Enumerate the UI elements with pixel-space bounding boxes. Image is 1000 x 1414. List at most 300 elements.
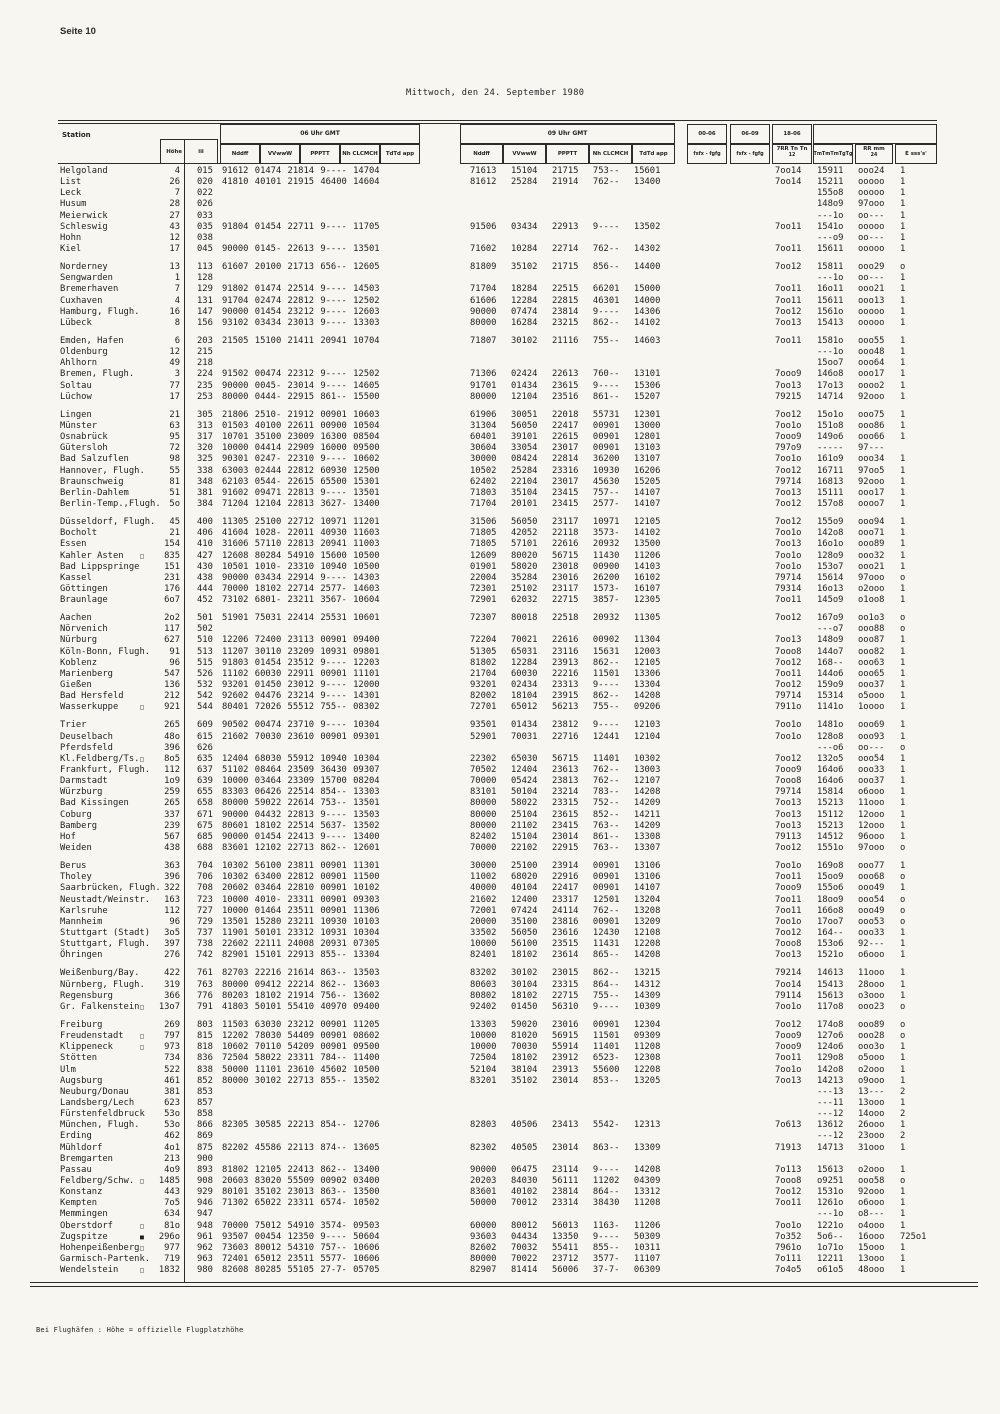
col-e-sss-value: 1 xyxy=(900,720,906,731)
col-rr-24h-value: ooo21 xyxy=(858,561,885,572)
table-row xyxy=(58,551,978,562)
station-height: 461 xyxy=(164,1075,180,1086)
col-rr-24h-value: 15ooo xyxy=(858,1242,885,1253)
col-header-ppptt-09: PPPTT xyxy=(557,151,578,157)
col-7rr-tntn-value: 7oo14 xyxy=(775,979,802,990)
station-name: Fürstenfeldbruck xyxy=(60,1109,145,1120)
col-e-sss-value: 1 xyxy=(900,517,906,528)
station-height: 322 xyxy=(164,883,180,894)
col-e-sss-value: 1 xyxy=(900,432,906,443)
col-e-sss-value: 1 xyxy=(900,539,906,550)
col-tmtmtg-value: ---12 xyxy=(817,1109,844,1120)
col-header-vvwww-06: VVwwW xyxy=(267,151,293,157)
col-tmtmtg-value: 1221o xyxy=(817,1220,844,1231)
col-e-sss-value: 1 xyxy=(900,1242,906,1253)
col-7rr-tntn-value: 7oo14 xyxy=(775,177,802,188)
col-tmtmtg-value: 117o8 xyxy=(817,1001,844,1012)
obs-06-gmt: 20603 83020 55509 00902 03400 xyxy=(222,1175,380,1186)
station-index-iii: 685 xyxy=(197,831,213,842)
col-tmtmtg-value: 153o7 xyxy=(817,561,844,572)
col-7rr-tntn-value: 7oo12 xyxy=(775,753,802,764)
col-tmtmtg-value: 15413 xyxy=(817,979,844,990)
station-index-iii: 635 xyxy=(197,753,213,764)
station-index-iii: 929 xyxy=(197,1187,213,1198)
col-tmtmtg-value: 1521o xyxy=(817,950,844,961)
table-row xyxy=(58,1165,978,1176)
table-bottom-rule xyxy=(30,1282,978,1283)
obs-09-gmt: 72307 80018 22518 20932 11305 xyxy=(470,613,661,624)
col-tmtmtg-value: 15413 xyxy=(817,317,844,328)
obs-09-gmt: 81809 35102 21715 856-- 14400 xyxy=(470,262,661,273)
col-e-sss-value: 1 xyxy=(900,550,906,561)
obs-09-gmt: 31506 56050 23117 10971 12105 xyxy=(470,517,661,528)
col-7rr-tntn-value: 79714 xyxy=(775,787,802,798)
station-height: 154 xyxy=(164,539,180,550)
col-e-sss-value: 1 xyxy=(900,232,906,243)
col-e-sss-value: 1 xyxy=(900,273,906,284)
col-tmtmtg-value: o61o5 xyxy=(817,1265,844,1276)
station-name: Essen xyxy=(60,539,87,550)
obs-09-gmt: 93201 02434 23313 9---- 13304 xyxy=(470,680,661,691)
col-rr-24h-value: 13ooo xyxy=(858,1253,885,1264)
col-tmtmtg-value: 132o5 xyxy=(817,753,844,764)
obs-06-gmt: 92602 04476 23214 9---- 14301 xyxy=(222,691,380,702)
col-tmtmtg-value: 129o8 xyxy=(817,1053,844,1064)
station-name: Freudenstadt xyxy=(60,1031,124,1042)
station-name: Coburg xyxy=(60,809,92,820)
station-index-iii: 946 xyxy=(197,1198,213,1209)
station-name: Stötten xyxy=(60,1053,98,1064)
station-height: 6o7 xyxy=(164,595,180,606)
station-height: 51 xyxy=(169,487,180,498)
station-height: 4o1 xyxy=(164,1142,180,1153)
station-height: 7o5 xyxy=(164,1198,180,1209)
station-name: Osnabrück xyxy=(60,432,108,443)
col-rr-24h-value: ooo63 xyxy=(858,657,885,668)
table-row xyxy=(58,872,978,883)
station-height: 8o5 xyxy=(164,753,180,764)
col-tmtmtg-value: 128o9 xyxy=(817,550,844,561)
table-row xyxy=(58,528,978,539)
station-index-iii: 836 xyxy=(197,1053,213,1064)
obs-09-gmt: 01901 58020 23018 00900 14103 xyxy=(470,561,661,572)
col-tmtmtg-value: 174o8 xyxy=(817,1019,844,1030)
col-e-sss-value: o xyxy=(900,1019,906,1030)
col-e-sss-value: 1 xyxy=(900,657,906,668)
col-tmtmtg-value: ---1o xyxy=(817,347,844,358)
station-index-iii: 776 xyxy=(197,990,213,1001)
station-index-iii: 452 xyxy=(197,595,213,606)
col-tmtmtg-value: 144o7 xyxy=(817,646,844,657)
col-rr-24h-value: o2ooo xyxy=(858,1064,885,1075)
station-height: 422 xyxy=(164,968,180,979)
col-e-sss-value: 1 xyxy=(900,702,906,713)
obs-06-gmt: 71204 12104 22813 3627- 13400 xyxy=(222,498,380,509)
obs-06-gmt: 72504 58022 23311 784-- 11400 xyxy=(222,1053,380,1064)
col-tmtmtg-value: 15oo9 xyxy=(817,872,844,883)
station-name: Hohn xyxy=(60,232,82,243)
obs-09-gmt: 52901 70031 22716 12441 12104 xyxy=(470,731,661,742)
obs-09-gmt: 82401 18102 23614 865-- 14208 xyxy=(470,950,661,961)
col-e-sss-value: o xyxy=(900,624,906,635)
col-tmtmtg-value: 15213 xyxy=(817,820,844,831)
station-index-iii: 708 xyxy=(197,883,213,894)
col-tmtmtg-value: 1581o xyxy=(817,335,844,346)
col-7rr-tntn-value: 7oo11 xyxy=(775,1053,802,1064)
table-row xyxy=(58,732,978,743)
col-7rr-tntn-value: 7oo13 xyxy=(775,820,802,831)
col-rr-24h-value: ooo48 xyxy=(858,347,885,358)
col-tmtmtg-value: ---13 xyxy=(817,1086,844,1097)
station-name: Marienberg xyxy=(60,668,113,679)
obs-09-gmt: 52104 38104 23913 55600 12208 xyxy=(470,1064,661,1075)
col-e-sss-value: 1 xyxy=(900,883,906,894)
col-7rr-tntn-value: 7oo12 xyxy=(775,657,802,668)
station-name: Gütersloh xyxy=(60,443,108,454)
station-height: 21 xyxy=(169,528,180,539)
col-header-station: Station xyxy=(62,131,91,139)
obs-09-gmt: 83202 30102 23015 862-- 13215 xyxy=(470,968,661,979)
station-name: Freiburg xyxy=(60,1019,103,1030)
station-height: 96 xyxy=(169,657,180,668)
group-header-00-06: 00-06 xyxy=(698,131,716,137)
col-e-sss-value: 1 xyxy=(900,1053,906,1064)
col-rr-24h-value: ooo64 xyxy=(858,358,885,369)
obs-06-gmt: 21602 70030 23610 00901 09301 xyxy=(222,731,380,742)
obs-09-gmt: 92402 01450 56310 9---- 10309 xyxy=(470,1001,661,1012)
col-tmtmtg-value: 15613 xyxy=(817,1164,844,1175)
station-index-iii: 803 xyxy=(197,1019,213,1030)
station-name: Berus xyxy=(60,861,87,872)
station-height: 13 xyxy=(169,262,180,273)
col-rr-24h-value: o1oo8 xyxy=(858,595,885,606)
station-name: Kassel xyxy=(60,572,92,583)
obs-06-gmt: 80401 72026 55512 755-- 08302 xyxy=(222,702,380,713)
table-row xyxy=(58,1053,978,1064)
col-rr-24h-value: ooo49 xyxy=(858,905,885,916)
col-7rr-tntn-value: 7oo13 xyxy=(775,487,802,498)
col-rr-24h-value: 13ooo xyxy=(858,1097,885,1108)
col-rr-24h-value: ooo33 xyxy=(858,928,885,938)
col-tmtmtg-value: 14512 xyxy=(817,831,844,842)
col-e-sss-value: 1 xyxy=(900,166,906,176)
col-e-sss-value: 1 xyxy=(900,391,906,402)
obs-06-gmt: 93201 01450 23012 9---- 12000 xyxy=(222,680,380,691)
obs-09-gmt: 83601 40102 23814 864-- 13312 xyxy=(470,1187,661,1198)
col-e-sss-value: 1 xyxy=(900,284,906,295)
obs-06-gmt: 91802 01474 22514 9---- 14503 xyxy=(222,284,380,295)
col-7rr-tntn-value: 7oo1o xyxy=(775,1064,802,1075)
obs-09-gmt: 82602 70032 55411 855-- 10311 xyxy=(470,1242,661,1253)
col-7rr-tntn-value: 79215 xyxy=(775,391,802,402)
col-rr-24h-value: ooo53 xyxy=(858,916,885,927)
table-row xyxy=(58,776,978,787)
station-height: 98 xyxy=(169,454,180,465)
table-row xyxy=(58,1076,978,1087)
obs-09-gmt: 61606 12284 22815 46301 14000 xyxy=(470,295,661,306)
obs-06-gmt: 72401 65012 23511 5577- 10606 xyxy=(222,1253,380,1264)
station-index-iii: 857 xyxy=(197,1097,213,1108)
station-height: 28 xyxy=(169,199,180,210)
table-row xyxy=(58,906,978,917)
obs-09-gmt: 80000 58022 23315 752-- 14209 xyxy=(470,798,661,809)
obs-06-gmt: 41803 50101 55410 40970 09400 xyxy=(222,1001,380,1012)
col-rr-24h-value: ooooo xyxy=(858,306,885,317)
obs-06-gmt: 20602 03464 22810 00901 10102 xyxy=(222,883,380,894)
col-rr-24h-value: o9ooo xyxy=(858,1075,885,1086)
col-rr-24h-value: oo1o3 xyxy=(858,613,885,624)
obs-06-gmt: 11503 63030 23212 00901 11205 xyxy=(222,1019,380,1030)
obs-06-gmt: 61607 20100 21713 656-- 12605 xyxy=(222,262,380,273)
open-square-icon: □ xyxy=(140,1266,144,1275)
obs-09-gmt: 10000 56100 23515 11431 12208 xyxy=(470,939,661,950)
col-7rr-tntn-value: 7911o xyxy=(775,702,802,713)
col-rr-24h-value: 97ooo xyxy=(858,199,885,210)
station-name: List xyxy=(60,177,82,188)
station-name: Bocholt xyxy=(60,528,98,539)
table-row xyxy=(58,392,978,403)
col-tmtmtg-value: 18oo9 xyxy=(817,894,844,905)
col-e-sss-value: 1 xyxy=(900,358,906,369)
obs-06-gmt: 91602 09471 22813 9---- 13501 xyxy=(222,487,380,498)
col-7rr-tntn-value: 7ooo9 xyxy=(775,1031,802,1042)
col-tmtmtg-value: 15o1o xyxy=(817,409,844,420)
table-row xyxy=(58,488,978,499)
station-height: 55 xyxy=(169,465,180,476)
station-name: Bremgarten xyxy=(60,1153,113,1164)
col-e-sss-value: 1 xyxy=(900,950,906,961)
station-index-iii: 542 xyxy=(197,691,213,702)
obs-09-gmt: 80000 16284 23215 862-- 14102 xyxy=(470,317,661,328)
col-e-sss-value: 2 xyxy=(900,1131,906,1142)
group-gap xyxy=(58,255,978,262)
table-row xyxy=(58,1154,978,1165)
col-tmtmtg-value: 16o1o xyxy=(817,539,844,550)
col-rr-24h-value: ooo69 xyxy=(858,720,885,731)
obs-06-gmt: 11102 60030 22911 00901 11101 xyxy=(222,668,380,679)
col-rr-24h-value: 12ooo xyxy=(858,809,885,820)
station-name: Wasserkuppe xyxy=(60,702,119,713)
col-tmtmtg-value: 168-- xyxy=(817,657,844,668)
obs-09-gmt: 71807 30102 21116 755-- 14603 xyxy=(470,335,661,346)
group-gap xyxy=(58,606,978,613)
table-row xyxy=(58,702,978,713)
table-row xyxy=(58,296,978,307)
table-row xyxy=(58,347,978,358)
table-row xyxy=(58,358,978,369)
station-index-iii: 131 xyxy=(197,295,213,306)
col-rr-24h-value: ooo33 xyxy=(858,765,885,776)
station-name: Weiden xyxy=(60,843,92,854)
station-height: 53o xyxy=(164,1109,180,1120)
table-row xyxy=(58,798,978,809)
station-index-iii: 761 xyxy=(197,968,213,979)
col-rr-24h-value: ooo66 xyxy=(858,432,885,443)
col-7rr-tntn-value: 7oo1o xyxy=(775,550,802,561)
col-tmtmtg-value: 17o13 xyxy=(817,380,844,391)
station-height: 627 xyxy=(164,635,180,646)
col-e-sss-value: 1 xyxy=(900,635,906,646)
col-header-nddff-09: Nddff xyxy=(473,151,490,157)
obs-09-gmt: 83201 35102 23014 853-- 13205 xyxy=(470,1075,661,1086)
col-e-sss-value: 1 xyxy=(900,1075,906,1086)
obs-06-gmt: 82608 80285 55105 27-7- 05705 xyxy=(222,1265,380,1276)
col-e-sss-value: 1 xyxy=(900,595,906,606)
station-index-iii: 866 xyxy=(197,1120,213,1131)
station-index-iii: 852 xyxy=(197,1075,213,1086)
col-tmtmtg-value: 15613 xyxy=(817,990,844,1001)
col-7rr-tntn-value: 7ooo9 xyxy=(775,432,802,443)
col-rr-24h-value: 92ooo xyxy=(858,391,885,402)
obs-09-gmt: 71613 15104 21715 753-- 15601 xyxy=(470,166,661,176)
col-e-sss-value: 1 xyxy=(900,1120,906,1131)
col-tmtmtg-value: 144o6 xyxy=(817,668,844,679)
table-row xyxy=(58,843,978,854)
col-rr-24h-value: 1oooo xyxy=(858,702,885,713)
obs-06-gmt: 90000 03434 22914 9---- 14303 xyxy=(222,572,380,583)
table-row xyxy=(58,754,978,765)
table-row xyxy=(58,499,978,510)
obs-06-gmt: 73102 6801- 23211 3567- 10604 xyxy=(222,595,380,606)
col-tmtmtg-value: 1551o xyxy=(817,843,844,854)
col-e-sss-value: 1 xyxy=(900,1142,906,1153)
group-header-09-uhr-gmt: 09 Uhr GMT xyxy=(547,130,588,137)
station-height: 77 xyxy=(169,380,180,391)
station-index-iii: 215 xyxy=(197,347,213,358)
col-7rr-tntn-value: 7oo12 xyxy=(775,465,802,476)
col-rr-24h-value: o3ooo xyxy=(858,990,885,1001)
open-square-icon: □ xyxy=(140,1243,144,1252)
station-height: 12 xyxy=(169,232,180,243)
station-height: 163 xyxy=(164,894,180,905)
station-name: Mühldorf xyxy=(60,1142,103,1153)
col-7rr-tntn-value: 7oo1o xyxy=(775,561,802,572)
station-name: Braunlage xyxy=(60,595,108,606)
station-index-iii: 791 xyxy=(197,1001,213,1012)
station-name: Bremerhaven xyxy=(60,284,119,295)
obs-06-gmt: 11207 30110 23209 10931 09801 xyxy=(222,646,380,657)
col-header-tmtmtg: TmTmTmTgTg xyxy=(813,151,853,157)
table-row xyxy=(58,669,978,680)
col-header-7rr-tntn xyxy=(772,144,812,159)
station-index-iii: 609 xyxy=(197,720,213,731)
station-name: Cuxhaven xyxy=(60,295,103,306)
table-row xyxy=(58,562,978,573)
col-tmtmtg-value: 1261o xyxy=(817,1198,844,1209)
col-e-sss-value: 1 xyxy=(900,306,906,317)
obs-09-gmt: 80000 70022 23712 3577- 11107 xyxy=(470,1253,661,1264)
station-height: 381 xyxy=(164,1086,180,1097)
col-rr-24h-value: ooo82 xyxy=(858,646,885,657)
station-name: Göttingen xyxy=(60,583,108,594)
table-row xyxy=(58,861,978,872)
station-index-iii: 313 xyxy=(197,420,213,431)
table-row xyxy=(58,211,978,222)
station-index-iii: 147 xyxy=(197,306,213,317)
station-index-iii: 526 xyxy=(197,668,213,679)
station-height: 112 xyxy=(164,765,180,776)
station-name: Gießen xyxy=(60,680,92,691)
col-header-tdtd-09: TdTd app xyxy=(639,151,668,157)
group-header-06-uhr-gmt: 06 Uhr GMT xyxy=(300,130,340,137)
col-e-sss-value: 1 xyxy=(900,1209,906,1220)
col-e-sss-value: 1 xyxy=(900,454,906,465)
station-index-iii: 128 xyxy=(197,273,213,284)
col-tmtmtg-value: 1141o xyxy=(817,702,844,713)
col-tmtmtg-value: ---o7 xyxy=(817,624,844,635)
obs-06-gmt: 31606 57110 22813 20941 11003 xyxy=(222,539,380,550)
station-name: Meierwick xyxy=(60,210,108,221)
station-height: 136 xyxy=(164,680,180,691)
obs-09-gmt: 71704 18284 22515 66201 15000 xyxy=(470,284,661,295)
open-square-icon: □ xyxy=(140,754,144,763)
obs-09-gmt: 61906 30051 22018 55731 12301 xyxy=(470,409,661,420)
col-7rr-tntn-value: 7oo12 xyxy=(775,1187,802,1198)
col-tmtmtg-value: 14713 xyxy=(817,1142,844,1153)
station-name: Emden, Hafen xyxy=(60,335,124,346)
table-row xyxy=(58,244,978,255)
col-e-sss-value: 1 xyxy=(900,347,906,358)
obs-09-gmt: 72701 65012 56213 755-- 09206 xyxy=(470,702,661,713)
station-index-iii: 406 xyxy=(197,528,213,539)
table-row xyxy=(58,1243,978,1254)
station-index-iii: 338 xyxy=(197,465,213,476)
col-tmtmtg-value: 155o6 xyxy=(817,883,844,894)
station-height: 5o xyxy=(169,498,180,509)
col-header-tdtd-06: TdTd app xyxy=(385,151,415,157)
col-e-sss-value: o xyxy=(900,1175,906,1186)
station-height: 797 xyxy=(164,1031,180,1042)
obs-06-gmt: 80000 0444- 22915 861-- 15500 xyxy=(222,391,380,402)
col-e-sss-value: 1 xyxy=(900,369,906,380)
station-index-iii: 022 xyxy=(197,188,213,199)
col-e-sss-value: o xyxy=(900,572,906,583)
obs-09-gmt: 72204 70021 22616 00902 11304 xyxy=(470,635,661,646)
col-rr-24h-value: 92--- xyxy=(858,939,885,950)
col-rr-24h-value: oo--- xyxy=(858,742,885,753)
col-rr-24h-value: ooo77 xyxy=(858,861,885,872)
col-7rr-tntn-value: 7o111 xyxy=(775,1253,802,1264)
col-rr-24h-value: oo--- xyxy=(858,232,885,243)
group-gap xyxy=(58,854,978,861)
col-7rr-tntn-value: 7961o xyxy=(775,1242,802,1253)
table-row xyxy=(58,584,978,595)
station-height: 81o xyxy=(164,1220,180,1231)
station-index-iii: 384 xyxy=(197,498,213,509)
obs-06-gmt: 10701 35100 23009 16300 08504 xyxy=(222,432,380,443)
col-e-sss-value: 1 xyxy=(900,753,906,764)
station-name: Erding xyxy=(60,1131,92,1142)
col-7rr-tntn-value: 7oo13 xyxy=(775,317,802,328)
station-height: 63 xyxy=(169,420,180,431)
station-index-iii: 224 xyxy=(197,369,213,380)
station-height: 259 xyxy=(164,787,180,798)
station-index-iii: 948 xyxy=(197,1220,213,1231)
obs-09-gmt: 70000 05424 23813 762-- 12107 xyxy=(470,776,661,787)
col-rr-24h-value: 16ooo xyxy=(858,1231,885,1242)
station-name: Kahler Asten xyxy=(60,550,124,561)
col-e-sss-value: 1 xyxy=(900,809,906,820)
col-e-sss-value: 1 xyxy=(900,776,906,787)
col-rr-24h-value: o2ooo xyxy=(858,1164,885,1175)
col-rr-24h-value: ooo21 xyxy=(858,284,885,295)
station-height: 366 xyxy=(164,990,180,1001)
col-tmtmtg-value: 124o6 xyxy=(817,1042,844,1053)
station-index-iii: 875 xyxy=(197,1142,213,1153)
col-e-sss-value: 1 xyxy=(900,380,906,391)
col-e-sss-value: 1 xyxy=(900,1164,906,1175)
obs-06-gmt: 12404 68030 55912 10940 10304 xyxy=(222,753,380,764)
